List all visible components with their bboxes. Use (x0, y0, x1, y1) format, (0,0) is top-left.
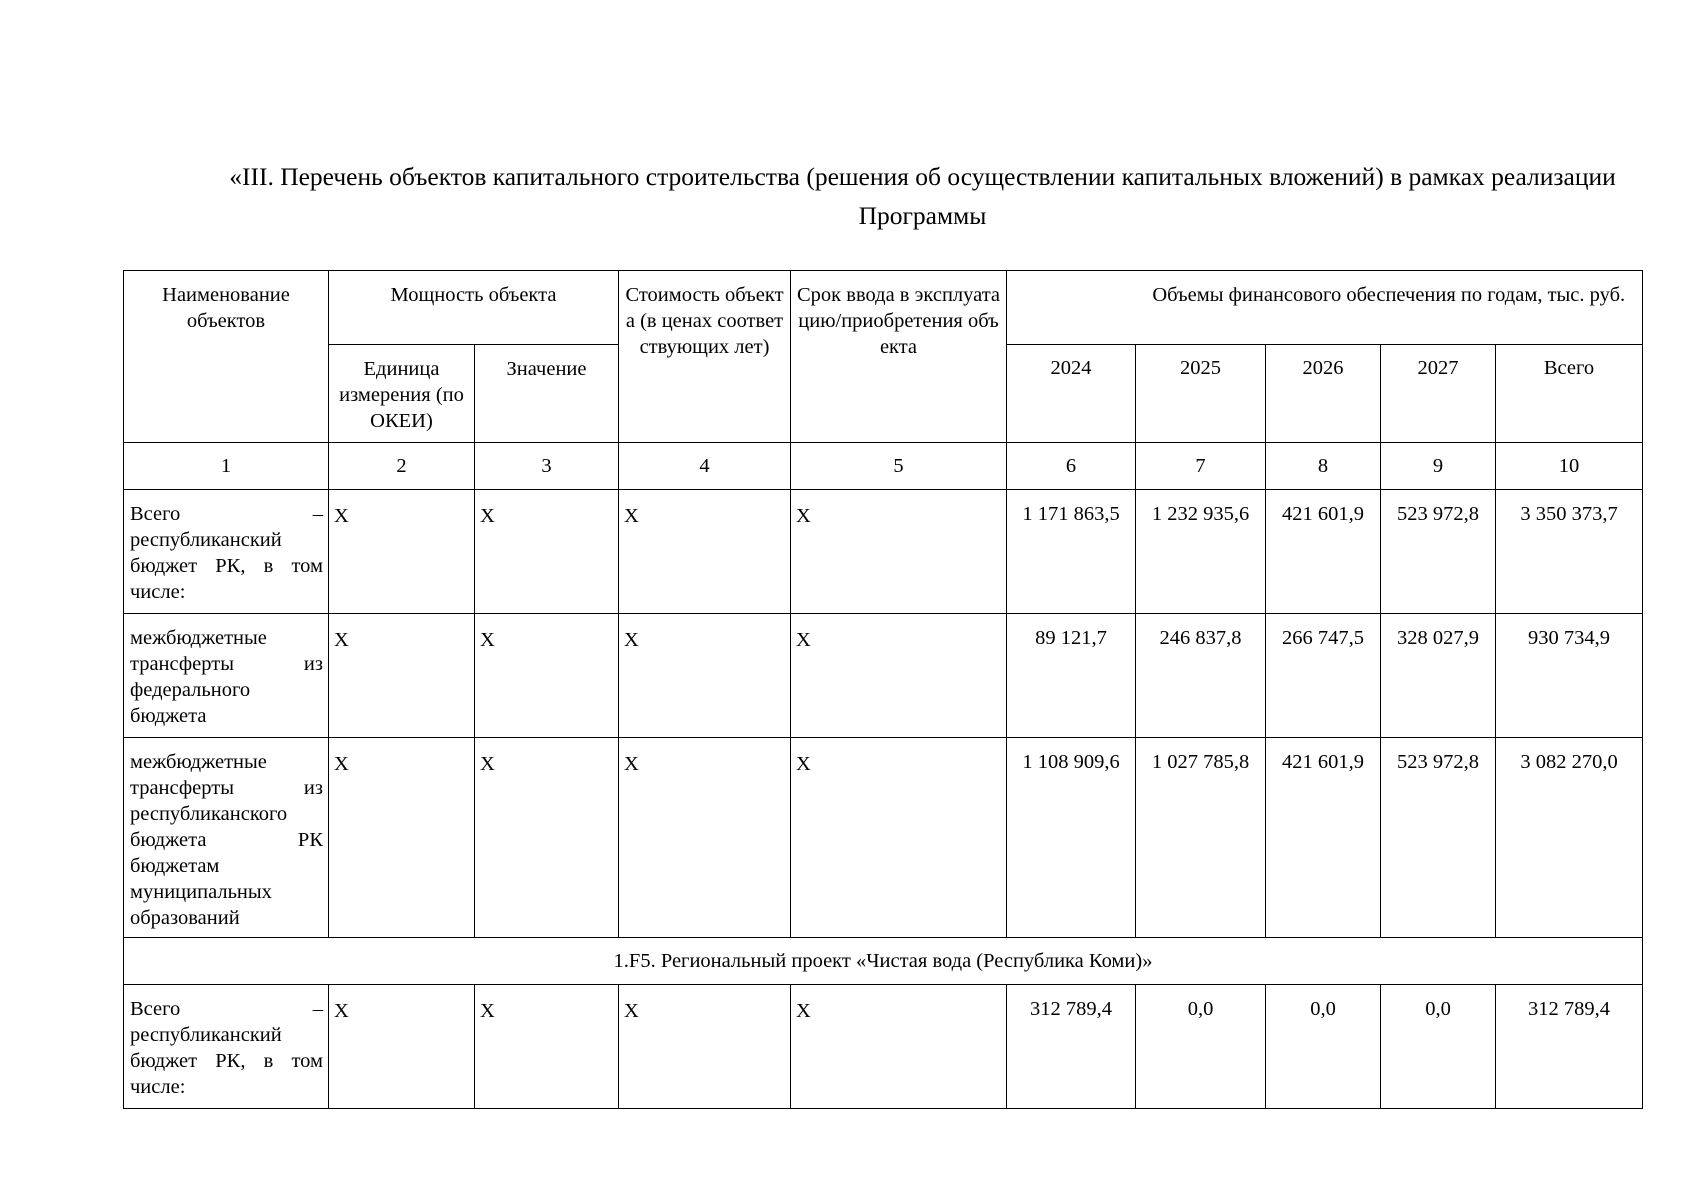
header-term (791, 271, 1007, 443)
page-title: «III. Перечень объектов капитального строительства (решения об осуществлении капитальных вложений) в рамках реализации Программы (229, 162, 1616, 230)
header-value: Значение (475, 345, 619, 443)
row-name-text: Всего – республиканский бюджет РК, в том числе: (130, 503, 323, 603)
header-row (124, 271, 1643, 345)
value-2024: 89 121,7 (1007, 614, 1136, 738)
header-name: Наименование объектов (124, 271, 329, 443)
column-number: 9 (1381, 443, 1496, 490)
header-blank (1007, 271, 1136, 345)
x-cell: X (329, 738, 475, 938)
value-2027: 0,0 (1381, 985, 1496, 1109)
column-number: 3 (475, 443, 619, 490)
x-cell: X (475, 614, 619, 738)
value-total: 3 350 373,7 (1496, 490, 1643, 614)
x-cell: X (475, 490, 619, 614)
header-unit: Единица измерения (по ОКЕИ) (329, 345, 475, 443)
x-cell: X (329, 614, 475, 738)
x-cell: X (475, 738, 619, 938)
column-number: 4 (619, 443, 791, 490)
value-2026: 0,0 (1266, 985, 1381, 1109)
column-number: 10 (1496, 443, 1643, 490)
value-2027: 523 972,8 (1381, 738, 1496, 938)
capital-objects-table (123, 270, 1643, 1109)
table-row (124, 985, 1643, 1109)
header-year-2025: 2025 (1136, 345, 1266, 443)
value-2025: 0,0 (1136, 985, 1266, 1109)
column-number: 2 (329, 443, 475, 490)
value-2026: 421 601,9 (1266, 738, 1381, 938)
x-cell: X (791, 985, 1007, 1109)
header-year-2027: 2027 (1381, 345, 1496, 443)
value-total: 3 082 270,0 (1496, 738, 1643, 938)
value-2025: 246 837,8 (1136, 614, 1266, 738)
x-cell: X (791, 490, 1007, 614)
row-name (124, 490, 329, 614)
header-capacity: Мощность объекта (329, 271, 619, 345)
x-cell: X (619, 738, 791, 938)
header-term-text: Срок ввода в эксплуатацию/приобретения объекта (797, 284, 1000, 358)
row-name-text: Всего – республиканский бюджет РК, в том числе: (130, 998, 323, 1098)
value-2024: 312 789,4 (1007, 985, 1136, 1109)
row-name (124, 985, 329, 1109)
section-row (124, 938, 1643, 985)
column-number-row (124, 443, 1643, 490)
header-year-2024: 2024 (1007, 345, 1136, 443)
header-year-2026: 2026 (1266, 345, 1381, 443)
row-name-text: межбюджетные трансферты из федерального бюджета (130, 627, 323, 727)
value-2024: 1 171 863,5 (1007, 490, 1136, 614)
value-2025: 1 232 935,6 (1136, 490, 1266, 614)
x-cell: X (791, 738, 1007, 938)
column-number: 8 (1266, 443, 1381, 490)
row-name-text: межбюджетные трансферты из республиканского бюджета РК бюджетам муниципальных образований (130, 751, 323, 929)
table-row (124, 738, 1643, 938)
x-cell: X (475, 985, 619, 1109)
value-2025: 1 027 785,8 (1136, 738, 1266, 938)
x-cell: X (329, 985, 475, 1109)
header-cost-text: Стоимость объекта (в ценах соответствующих лет) (625, 284, 784, 358)
column-number: 1 (124, 443, 329, 490)
value-2027: 523 972,8 (1381, 490, 1496, 614)
value-2027: 328 027,9 (1381, 614, 1496, 738)
header-cost (619, 271, 791, 443)
header-funding: Объемы финансового обеспечения по годам, тыс. руб. (1136, 271, 1643, 345)
value-2026: 421 601,9 (1266, 490, 1381, 614)
header-year-total: Всего (1496, 345, 1643, 443)
x-cell: X (791, 614, 1007, 738)
row-name (124, 614, 329, 738)
value-total: 930 734,9 (1496, 614, 1643, 738)
table-row (124, 490, 1643, 614)
x-cell: X (329, 490, 475, 614)
column-number: 7 (1136, 443, 1266, 490)
column-number: 5 (791, 443, 1007, 490)
x-cell: X (619, 614, 791, 738)
column-number: 6 (1007, 443, 1136, 490)
x-cell: X (619, 490, 791, 614)
section-title: 1.F5. Региональный проект «Чистая вода (Республика Коми)» (124, 938, 1643, 985)
value-2024: 1 108 909,6 (1007, 738, 1136, 938)
value-total: 312 789,4 (1496, 985, 1643, 1109)
row-name (124, 738, 329, 938)
x-cell: X (619, 985, 791, 1109)
table-row (124, 614, 1643, 738)
value-2026: 266 747,5 (1266, 614, 1381, 738)
